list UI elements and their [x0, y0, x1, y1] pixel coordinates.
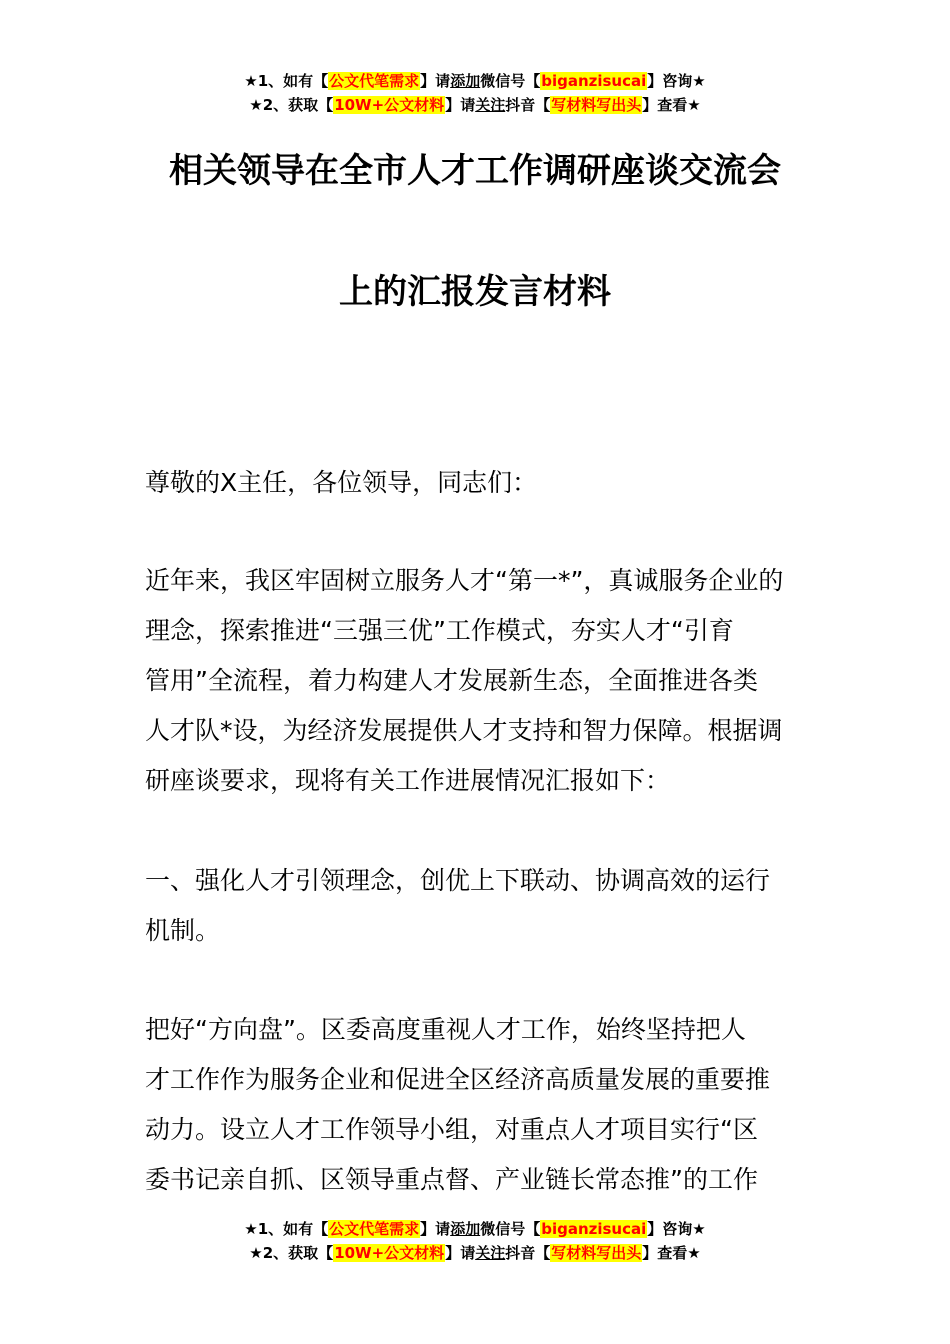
paragraph-line: 人才队*设，为经济发展提供人才支持和智力保障。根据调 — [145, 716, 783, 745]
promo-underline: 关注 — [475, 96, 506, 114]
paragraph-line: 理念，探索推进“三强三优”工作模式，夯实人才“引育 — [145, 616, 734, 645]
promo-text: ★2、获取【 — [249, 96, 334, 114]
promo-text: 】查看★ — [642, 96, 701, 114]
promo-highlight: 10W+公文材料 — [334, 1244, 445, 1262]
document-title-line-2: 上的汇报发言材料 — [339, 272, 611, 312]
promo-line-1 — [0, 69, 950, 93]
promo-text: 】咨询★ — [647, 72, 706, 90]
promo-highlight: 公文代笔需求 — [329, 72, 420, 90]
promo-banner-bottom — [0, 1217, 950, 1265]
promo-text: 】请 — [445, 1244, 476, 1262]
paragraph-line: 近年来，我区牢固树立服务人才“第一*”，真诚服务企业的 — [145, 566, 784, 595]
promo-text: 抖音【 — [505, 96, 551, 114]
section-heading-1 — [145, 856, 810, 956]
promo-underline: 添加 — [450, 1220, 481, 1238]
promo-text: 】请 — [420, 72, 451, 90]
paragraph-line: 管用”全流程，着力构建人才发展新生态，全面推进各类 — [145, 666, 758, 695]
promo-text: 】请 — [420, 1220, 451, 1238]
promo-text: ★2、获取【 — [249, 1244, 334, 1262]
paragraph-intro — [145, 556, 810, 806]
promo-highlight: biganzisucai — [541, 1220, 647, 1238]
promo-text: ★1、如有【 — [244, 1220, 329, 1238]
promo-text: 微信号【 — [480, 1220, 541, 1238]
paragraph-line: 研座谈要求，现将有关工作进展情况汇报如下： — [145, 766, 671, 795]
promo-banner-top — [0, 69, 950, 117]
promo-highlight: 写材料写出头 — [551, 1244, 642, 1262]
paragraph-line: 把好“方向盘”。区委高度重视人才工作，始终坚持把人 — [145, 1015, 746, 1044]
promo-highlight: 10W+公文材料 — [334, 96, 445, 114]
promo-line-2 — [0, 93, 950, 117]
promo-text: 】请 — [445, 96, 476, 114]
document-title-line-1: 相关领导在全市人才工作调研座谈交流会 — [169, 151, 781, 191]
salutation: 尊敬的X主任，各位领导，同志们： — [145, 468, 538, 497]
promo-underline: 关注 — [475, 1244, 506, 1262]
promo-text: 微信号【 — [480, 72, 541, 90]
paragraph-direction — [145, 1005, 810, 1205]
paragraph-line: 机制。 — [145, 916, 221, 945]
paragraph-line: 一、强化人才引领理念，创优上下联动、协调高效的运行 — [145, 866, 771, 895]
promo-text: ★1、如有【 — [244, 72, 329, 90]
promo-underline: 添加 — [450, 72, 481, 90]
promo-highlight: 写材料写出头 — [551, 96, 642, 114]
promo-highlight: biganzisucai — [541, 72, 647, 90]
paragraph-line: 委书记亲自抓、区领导重点督、产业链长常态推”的工作 — [145, 1165, 758, 1194]
promo-text: 】咨询★ — [647, 1220, 706, 1238]
promo-text: 】查看★ — [642, 1244, 701, 1262]
promo-line-2 — [0, 1241, 950, 1265]
paragraph-line: 才工作作为服务企业和促进全区经济高质量发展的重要推 — [145, 1065, 771, 1094]
paragraph-line: 动力。设立人才工作领导小组，对重点人才项目实行“区 — [145, 1115, 758, 1144]
promo-text: 抖音【 — [505, 1244, 551, 1262]
promo-highlight: 公文代笔需求 — [329, 1220, 420, 1238]
promo-line-1 — [0, 1217, 950, 1241]
